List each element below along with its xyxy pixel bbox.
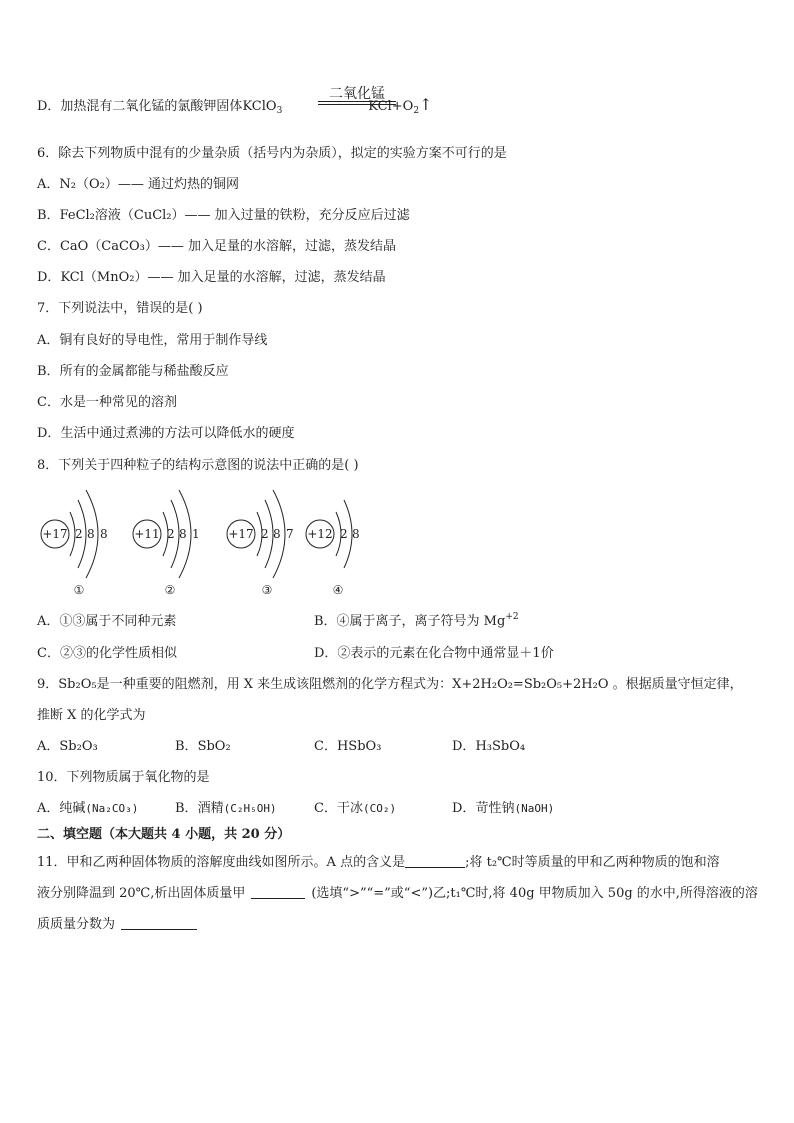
q5d-prefix: D．加热混有二氧化锰的氯酸钾固体 bbox=[37, 99, 243, 114]
q7-stem: 7．下列说法中，错误的是( ) bbox=[37, 301, 203, 316]
option-label: B． bbox=[37, 208, 60, 223]
option-text: 干冰 bbox=[336, 801, 363, 816]
q8-option-b bbox=[314, 613, 519, 631]
option-text: Sb₂O₃ bbox=[59, 739, 98, 754]
option-label: C． bbox=[37, 395, 60, 410]
option-label: A． bbox=[37, 333, 60, 348]
option-text: 水是一种常见的溶剂 bbox=[59, 395, 177, 410]
option-label: C． bbox=[37, 239, 60, 254]
option-text: N₂（O₂）—— 通过灼热的铜网 bbox=[59, 177, 239, 192]
option-label: A． bbox=[37, 739, 60, 754]
option-text: CaO（CaCO₃）—— 加入足量的水溶解，过滤，蒸发结晶 bbox=[59, 239, 396, 254]
atom-2-label: ② bbox=[164, 583, 176, 597]
q10-option-d bbox=[452, 800, 554, 818]
option-text: H₃SbO₄ bbox=[475, 739, 526, 754]
q6-option-a bbox=[37, 176, 239, 194]
option-label: B． bbox=[175, 739, 198, 754]
atom-2-shell-1: 2 bbox=[167, 527, 175, 541]
option-text: 生活中通过煮沸的方法可以降低水的硬度 bbox=[60, 426, 295, 441]
q10-stem: 10．下列物质属于氧化物的是 bbox=[37, 770, 210, 785]
q11-text: 质质量分数为 bbox=[37, 917, 116, 932]
q6-option-c bbox=[37, 238, 396, 256]
option-formula: (C₂H₅OH) bbox=[223, 802, 277, 815]
q11-text: 液分别降温到 20℃,析出固体质量甲 bbox=[37, 886, 246, 901]
q10-option-b bbox=[175, 800, 277, 818]
section-title-fill-in: 二、填空题（本大题共 4 小题，共 20 分） bbox=[37, 827, 291, 842]
q9-option-a bbox=[37, 738, 98, 756]
option-text: FeCl₂溶液（CuCl₂）—— 加入过量的铁粉，充分反应后过滤 bbox=[59, 208, 410, 223]
q7-option-b bbox=[37, 363, 229, 381]
option-label: C． bbox=[314, 801, 337, 816]
q5d-product-sub: 2 bbox=[413, 106, 420, 116]
answer-blank-2[interactable] bbox=[251, 884, 305, 899]
q9-option-b bbox=[175, 738, 231, 756]
option-label: D． bbox=[452, 801, 476, 816]
option-formula: (CO₂) bbox=[362, 802, 397, 815]
q8-stem: 8．下列关于四种粒子的结构示意图的说法中正确的是( ) bbox=[37, 458, 359, 473]
option-label: A． bbox=[37, 801, 60, 816]
atom-4-label: ④ bbox=[332, 583, 344, 597]
q7-option-d bbox=[37, 425, 294, 443]
q8-option-a: A．①③属于不同种元素 bbox=[37, 614, 177, 629]
option-text: 铜有良好的导电性，常用于制作导线 bbox=[59, 333, 268, 348]
q11-line1 bbox=[37, 853, 720, 872]
option-label: D． bbox=[37, 270, 61, 285]
q11-text: 11．甲和乙两种固体物质的溶解度曲线如图所示。A 点的含义是 bbox=[37, 855, 406, 870]
option-label: C． bbox=[314, 739, 337, 754]
atom-1-label: ① bbox=[73, 583, 85, 597]
atom-2-shell-2: 8 bbox=[179, 527, 187, 541]
option-text: 酒精 bbox=[197, 801, 224, 816]
q11-line2 bbox=[37, 884, 758, 903]
atom-4-shell-2: 8 bbox=[352, 527, 360, 541]
option-label: B． bbox=[175, 801, 198, 816]
option-text: SbO₂ bbox=[197, 739, 231, 754]
atom-3-shell-1: 2 bbox=[261, 527, 269, 541]
q8-option-d: D．②表示的元素在化合物中通常显＋1价 bbox=[314, 646, 554, 661]
q10-option-c bbox=[314, 800, 396, 818]
option-text: 苛性钠 bbox=[475, 801, 515, 816]
q11-text: ;将 t₂℃时等质量的甲和乙两种物质的饱和溶 bbox=[465, 855, 720, 870]
option-text: HSbO₃ bbox=[336, 739, 382, 754]
option-label: B． bbox=[37, 364, 60, 379]
q7-option-a bbox=[37, 332, 267, 350]
q6-stem: 6．除去下列物质中混有的少量杂质（括号内为杂质），拟定的实验方案不可行的是 bbox=[37, 146, 507, 161]
option-label: D． bbox=[452, 739, 476, 754]
atom-4-shell-1: 2 bbox=[340, 527, 348, 541]
atom-1-shell-2: 8 bbox=[87, 527, 95, 541]
atomic-structure-diagrams bbox=[0, 482, 794, 602]
atom-2-shell-3: 1 bbox=[192, 527, 200, 541]
q9-option-c bbox=[314, 738, 381, 756]
gas-arrow: ↑ bbox=[419, 95, 433, 114]
atom-1-shell-1: 2 bbox=[75, 527, 83, 541]
q6-option-d bbox=[37, 269, 386, 287]
q5d-reactant: KClO bbox=[242, 99, 277, 114]
option-text: 所有的金属都能与稀盐酸反应 bbox=[59, 364, 229, 379]
q10-option-a bbox=[37, 800, 138, 818]
option-text: 纯碱 bbox=[59, 801, 86, 816]
q9-stem-line2: 推断 X 的化学式为 bbox=[37, 708, 146, 723]
q8-option-c: C．②③的化学性质相似 bbox=[37, 646, 177, 661]
q5d-reactant-sub: 3 bbox=[276, 106, 283, 116]
atom-1-shell-3: 8 bbox=[100, 527, 108, 541]
q5d-product: KCl+O bbox=[368, 99, 414, 114]
atom-3-shell-3: 7 bbox=[286, 527, 294, 541]
q11-text: (选填“>”“=”或“<”)乙;t₁℃时,将 40g 甲物质加入 50g 的水中,所得溶液的溶 bbox=[311, 886, 758, 901]
q6-option-b bbox=[37, 207, 410, 225]
atom-1-nucleus: +17 bbox=[42, 527, 68, 541]
option-text: B．④属于离子，离子符号为 Mg bbox=[314, 614, 506, 629]
charge-sup: +2 bbox=[505, 612, 519, 622]
option-formula: (Na₂CO₃) bbox=[85, 802, 139, 815]
atom-3-shell-2: 8 bbox=[273, 527, 281, 541]
answer-blank-1[interactable] bbox=[405, 853, 465, 868]
option-text: KCl（MnO₂）—— 加入足量的水溶解，过滤，蒸发结晶 bbox=[60, 270, 386, 285]
reaction-condition: 二氧化锰 bbox=[329, 86, 385, 102]
answer-blank-3[interactable] bbox=[121, 915, 197, 930]
option-formula: (NaOH) bbox=[514, 802, 555, 815]
q5-option-d bbox=[37, 96, 432, 116]
atom-3-label: ③ bbox=[261, 583, 273, 597]
q9-stem-line1: 9．Sb₂O₅是一种重要的阻燃剂，用 X 来生成该阻燃剂的化学方程式为：X+2H₂O₂=Sb₂O₅+2H₂O 。根据质量守恒定律， bbox=[37, 677, 743, 692]
option-label: A． bbox=[37, 177, 60, 192]
atom-2-nucleus: +11 bbox=[134, 527, 160, 541]
atom-4-nucleus: +12 bbox=[307, 527, 333, 541]
q11-line3 bbox=[37, 915, 197, 934]
q7-option-c bbox=[37, 394, 177, 412]
atom-3-nucleus: +17 bbox=[228, 527, 254, 541]
option-label: D． bbox=[37, 426, 61, 441]
q9-option-d bbox=[452, 738, 525, 756]
